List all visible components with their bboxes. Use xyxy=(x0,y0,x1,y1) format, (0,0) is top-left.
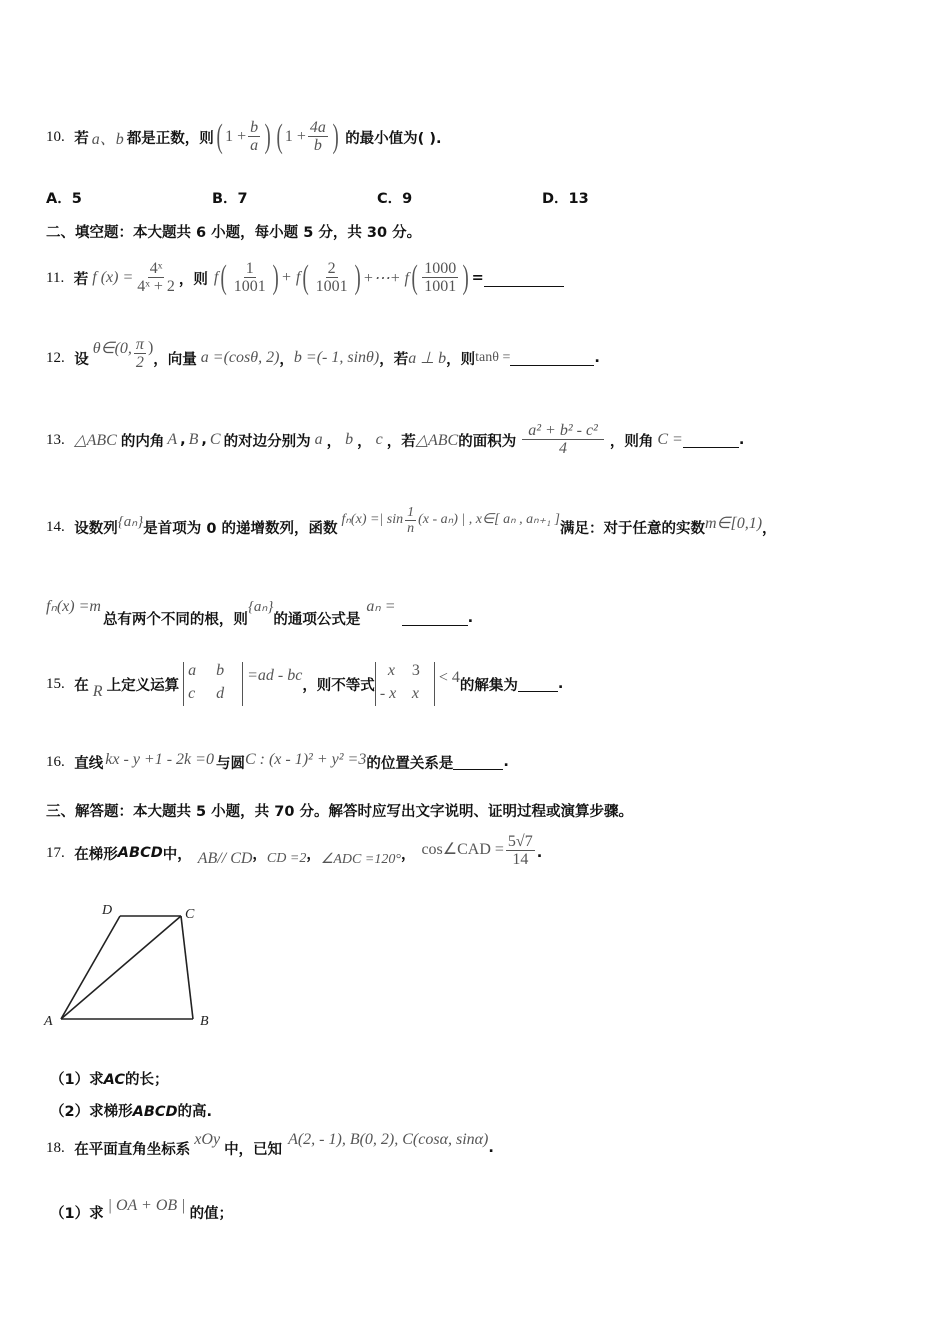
question-text: 的位置关系是 xyxy=(366,755,454,772)
math-term: A xyxy=(167,431,178,448)
option-d: D．13 xyxy=(542,191,589,207)
question-number: 10. xyxy=(46,128,65,145)
question-text: 中， xyxy=(162,846,192,863)
math-term: f xyxy=(213,269,219,286)
math-term: b xyxy=(345,431,354,448)
question-text: . xyxy=(488,1140,494,1156)
question-18-part-1: （1）求 | OA + OB | 的值； xyxy=(50,1197,234,1222)
math-term: =ad - bc xyxy=(247,667,303,684)
math-term: m∈[0,1) xyxy=(704,515,763,532)
question-13: 13. △ABC 的内角 A , B , C 的对边分别为 a ， b ， c ，若 △ABC 的面积为 $\frac{\text{a² + b² - c²}}{4}$ ，则角 C = . xyxy=(46,421,745,458)
math-fraction: $\frac{1000}{1001}$ xyxy=(424,259,457,296)
question-text: 的面积为 xyxy=(458,433,517,450)
math-term: θ∈(0, xyxy=(92,340,132,357)
math-term: < 4 xyxy=(438,669,460,686)
question-16 xyxy=(46,744,509,780)
math-term: aₙ = xyxy=(366,598,396,615)
math-fraction: $\frac{5√7}{14}$ xyxy=(507,832,533,869)
question-number: 11. xyxy=(46,269,65,286)
question-number: 13. xyxy=(46,431,65,448)
question-text: 是首项为 0 的递增数列，函数 xyxy=(143,520,338,537)
trapezoid-figure xyxy=(40,898,220,1033)
math-fraction: $\frac{2}{1001}$ xyxy=(315,259,348,296)
question-text: . xyxy=(536,845,543,861)
question-text: 在 xyxy=(74,677,89,694)
option-c: C．9 xyxy=(377,191,413,207)
math-term: ∠ADC =120° xyxy=(320,851,401,867)
math-term: fₙ(x) =m xyxy=(46,598,101,615)
question-text: 设数列 xyxy=(74,520,118,537)
answer-blank[interactable] xyxy=(453,755,503,770)
question-text: 的内角 xyxy=(120,433,165,450)
math-term: B xyxy=(188,431,199,448)
question-text: 总有两个不同的根，则 xyxy=(102,611,248,628)
math-term: {aₙ} xyxy=(247,598,274,615)
math-fraction: $\frac{b}{a}$ xyxy=(250,118,259,155)
question-text: . xyxy=(467,610,474,626)
question-text: ，则 xyxy=(446,351,476,368)
math-term: xOy xyxy=(194,1131,221,1148)
math-term: 1 + xyxy=(225,128,247,145)
section-heading-3: 三、解答题：本大题共 5 小题，共 70 分。解答时应写出文字说明、证明过程或演算步骤。 xyxy=(46,804,633,820)
question-17-part-1: （1）求AC的长； xyxy=(50,1072,169,1088)
question-text: . xyxy=(594,350,600,366)
math-fraction: $\frac{\pi}{2}$ xyxy=(135,335,144,372)
question-text: 直线 xyxy=(74,755,104,772)
question-14 xyxy=(46,502,777,552)
label-d: D xyxy=(102,903,113,918)
question-text: 在梯形 xyxy=(74,846,118,863)
math-term: + f xyxy=(281,269,301,286)
question-14-cont xyxy=(46,592,473,632)
math-term: {aₙ} xyxy=(117,513,144,530)
question-11: 11. 若 f (x) = $\frac{\text{4ˣ}}{\text{4ˣ + 2}}$ ，则 f ( $\frac{1}{1001}$ ) + f ( $\frac{2}{1001}$ ) +⋯+ f ( $\frac{1000}{1001}$ ) = xyxy=(46,250,564,306)
question-text: ，向量 xyxy=(153,351,197,368)
question-text: 上定义运算 xyxy=(106,677,180,694)
question-text: 的通项公式是 xyxy=(273,611,361,628)
question-text: ， xyxy=(400,846,416,863)
math-term: △ABC xyxy=(415,432,459,449)
question-text: . xyxy=(738,432,745,448)
question-text: 设 xyxy=(74,351,89,368)
question-text: ， xyxy=(306,846,321,863)
question-17-part-2: （2）求梯形ABCD的高. xyxy=(50,1104,213,1120)
question-text: 在平面直角坐标系 xyxy=(74,1141,191,1158)
math-term: c xyxy=(375,431,383,448)
math-fraction: $\frac{4a}{b}$ xyxy=(309,118,326,155)
determinant: a b c d xyxy=(183,662,243,706)
math-vars: a、b xyxy=(91,130,124,148)
option-b: B．7 xyxy=(212,191,248,207)
math-term: tanθ = xyxy=(475,350,511,365)
math-term: (x - aₙ) | , x∈[ aₙ , aₙ₊₁ ] xyxy=(418,511,560,527)
question-text: ，则不等式 xyxy=(302,677,375,694)
question-text: 与圆 xyxy=(215,755,245,772)
edge-cb xyxy=(181,916,193,1019)
question-10: 10. 若 a、b 都是正数，则 ( 1 + $\frac{b}{a}$ ) ( 1 + $\frac{4a}{b}$ ) 的最小值为( ). xyxy=(46,118,442,155)
question-text: 的最小值为( ). xyxy=(345,130,442,147)
question-18 xyxy=(46,1128,494,1168)
question-12 xyxy=(46,336,600,380)
math-term: C : (x - 1)² + y² =3 xyxy=(244,751,367,768)
math-term: kx - y +1 - 2k =0 xyxy=(105,751,214,768)
question-text: ， xyxy=(279,351,294,368)
question-text: 满足：对于任意的实数 xyxy=(559,520,705,537)
question-text: 中，已知 xyxy=(224,1141,283,1158)
answer-blank[interactable] xyxy=(683,433,739,448)
math-term: C = xyxy=(657,431,683,448)
question-15 xyxy=(46,654,563,714)
question-text: 的对边分别为 xyxy=(223,433,311,450)
math-term: b =(- 1, sinθ) xyxy=(293,349,380,366)
math-term: 1 + xyxy=(284,128,306,145)
math-term: ) xyxy=(147,339,154,356)
question-number: 15. xyxy=(46,675,65,692)
question-17 xyxy=(46,826,542,880)
question-text: ，若 xyxy=(386,433,416,450)
math-term: fₙ(x) =| sin xyxy=(341,511,404,527)
math-fraction: $\frac{1}{1001}$ xyxy=(233,259,266,296)
math-term: cos∠CAD = xyxy=(421,841,504,858)
answer-blank[interactable] xyxy=(484,270,564,287)
question-text: 若 xyxy=(74,130,89,147)
math-term: AB// CD xyxy=(197,850,253,867)
question-number: 12. xyxy=(46,349,65,366)
question-text: 都是正数，则 xyxy=(126,130,214,147)
answer-blank[interactable] xyxy=(402,611,468,626)
question-number: 18. xyxy=(46,1139,65,1156)
question-text: . xyxy=(557,676,564,692)
label-b: B xyxy=(200,1014,209,1029)
math-term: a =(cosθ, 2) xyxy=(200,349,280,366)
math-term: CD =2 xyxy=(266,851,307,866)
math-term: f (x) = xyxy=(92,269,134,286)
question-text: ，则 xyxy=(178,271,208,288)
question-text: ， xyxy=(762,520,777,537)
question-number: 17. xyxy=(46,844,65,861)
label-c: C xyxy=(185,907,195,922)
math-fraction: $\frac{\text{a² + b² - c²}}{4}$ xyxy=(522,422,604,459)
diagonal-ac xyxy=(61,916,181,1019)
answer-blank[interactable] xyxy=(510,351,594,366)
math-term: R xyxy=(92,683,103,700)
math-term: ABCD xyxy=(117,845,163,861)
question-text: ，若 xyxy=(379,351,409,368)
section-heading-2: 二、填空题：本大题共 6 小题，每小题 5 分，共 30 分。 xyxy=(46,225,422,241)
answer-blank[interactable] xyxy=(518,677,558,692)
question-number: 16. xyxy=(46,753,65,770)
question-text: ， xyxy=(252,846,267,863)
math-fraction: $\frac{\text{4ˣ}}{\text{4ˣ + 2}}$ xyxy=(137,259,175,296)
math-term: a xyxy=(314,431,323,448)
question-text: . xyxy=(503,754,509,770)
question-text: 若 xyxy=(73,271,89,288)
option-a: A．5 xyxy=(46,191,82,207)
math-term: = xyxy=(471,270,484,286)
math-term: a ⊥ b xyxy=(408,350,447,367)
question-text: ，则角 xyxy=(609,433,654,450)
question-text: 的解集为 xyxy=(459,677,518,694)
label-a: A xyxy=(44,1014,53,1029)
math-term: | OA + OB | xyxy=(107,1197,186,1214)
math-fraction: $\frac{1}{n}$ xyxy=(407,504,415,537)
math-term: +⋯+ f xyxy=(362,270,409,287)
math-term: C xyxy=(209,431,221,448)
math-term: △ABC xyxy=(74,432,117,449)
edge-ad xyxy=(61,916,120,1019)
determinant: x 3 - x x xyxy=(375,662,435,706)
math-term: A(2, - 1), B(0, 2), C(cosα, sinα) xyxy=(288,1131,489,1148)
question-number: 14. xyxy=(46,518,65,535)
